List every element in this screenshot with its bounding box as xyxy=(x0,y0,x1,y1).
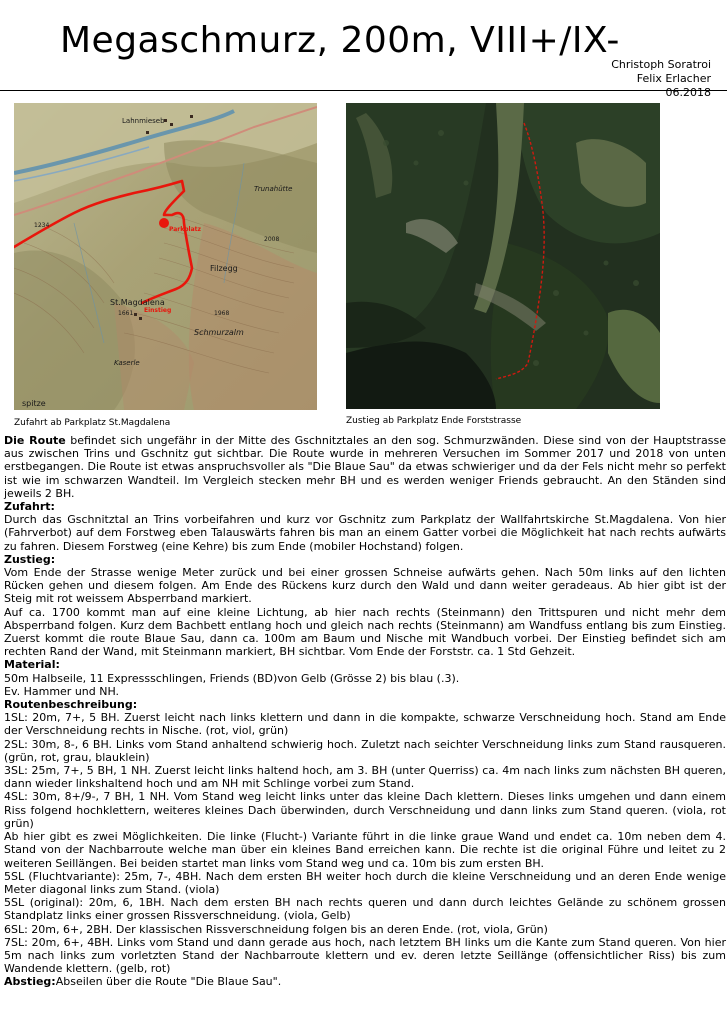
pitch-description: 2SL: 30m, 8-, 6 BH. Links vom Stand anhaltend schwierig hoch. Zuletzt nach seichter Verschneidung links zum Stand rausqueren. (grün, rot, grau, blauklein) xyxy=(4,737,726,764)
page-title: Megaschmurz, 200m, VIII+/IX- xyxy=(60,20,620,61)
author-name: Felix Erlacher xyxy=(636,72,711,85)
topo-map-graphic xyxy=(14,103,317,410)
map-label-schmurzalm: Schmurzalm xyxy=(194,328,244,337)
map-label-st-magdalena: St.Magdalena xyxy=(110,298,165,307)
pitch-description: 6SL: 20m, 6+, 2BH. Der klassischen Rissverschneidung folgen bis an deren Ende. (rot, viola, Grün) xyxy=(4,922,548,936)
zufahrt-heading: Zufahrt: xyxy=(4,500,55,514)
photo-caption: Zustieg ab Parkplatz Ende Forststrasse xyxy=(346,416,522,426)
zufahrt-text: Durch das Gschnitztal an Trins vorbeifahren und kurz vor Gschnitz zum Parkplatz der Wallfahrtskirche St.Magdalena. Von hier (Fahrverbot) auf dem Forstweg eben Talauswärts fahren bis man an einem Gatter vorbei die Möglichkeit hat nach rechts aufwärts zu fahren. Diesem Forstweg (eine Kehre) bis zum Ende (mobiler Hochstand) folgen. xyxy=(4,513,726,553)
route-intro xyxy=(4,434,726,500)
pitch-description: 7SL: 20m, 6+, 4BH. Links vom Stand und dann gerade aus hoch, nach letztem BH links um die Kante zum Stand queren. Von hier 5m nach links zum vorletzten Stand der Nachbarroute klettern und ev. deren letzte Seillänge (offensichtlicher Riss) bis zum Wandende klettern. (gelb, rot) xyxy=(4,935,726,976)
variant-note: Ab hier gibt es zwei Möglichkeiten. Die linke (Flucht-) Variante führt in die linke graue Wand und endet ca. 10m neben dem 4. Stand von der Nachbarroute welche man über ein kleines Band erreichen kann. Die rechte ist die original Führe und leitet zu 2 weiteren Seillängen. Bei beiden startet man links vom Stand weg und ca. 10m bis zum ersten BH. xyxy=(4,830,726,870)
abstieg-text: Abseilen über die Route "Die Blaue Sau". xyxy=(55,975,282,989)
map-label-lahnmieseb: Lahnmieseb xyxy=(122,117,165,125)
zustieg-paragraph: Vom Ende der Strasse wenige Meter zurück und bei einer grossen Schneise aufwärts gehen. Nach 50m links auf den lichten Rücken gehen und diesem folgen. Am Ende des Rückens kurz durch den Wald und dann weiter geradeaus. Ab hier gibt ist der Steig mit rot weissem Absperrband markiert. xyxy=(4,566,726,606)
zustieg-paragraph: Auf ca. 1700 kommt man auf eine kleine Lichtung, ab hier nach rechts (Steinmann) den Trittspuren und nicht mehr dem Absperrband folgen. Kurz dem Bachbett entlang hoch und gleich nach rechts (Steinmann) am Wandfuss entlang bis zum Einstieg. Zuerst kommt die route Blaue Sau, dann ca. 100m am Baum und Nische mit Wandbuch vorbei. Der Einstieg befindet sich am rechten Rand der Wand, mit Steinmann markiert, BH sichtbar. Vom Ende der Forststr. ca. 1 Std Gehzeit. xyxy=(4,605,726,659)
map-label-kaserle: Kaserle xyxy=(114,359,140,367)
routenbeschreibung-heading: Routenbeschreibung: xyxy=(4,698,138,712)
abstieg xyxy=(4,975,726,988)
author-name: Christoph Soratroi xyxy=(611,58,711,71)
map-label-parkplatz: Parkplatz xyxy=(169,226,201,233)
map-label-spitze: spitze xyxy=(22,399,46,408)
pitch-description: 3SL: 25m, 7+, 5 BH, 1 NH. Zuerst leicht links haltend hoch, am 3. BH (unter Querriss) ca. 4m nach links zum nächsten BH queren, dann wieder linkshaltend hoch und am NH mit Schlinge vorbei zum Stand. xyxy=(4,764,726,791)
zustieg-heading: Zustieg: xyxy=(4,552,56,566)
header-rule xyxy=(0,90,727,91)
topo-map xyxy=(14,103,317,410)
abstieg-heading: Abstieg: xyxy=(4,975,56,989)
map-elevation: 1661 xyxy=(118,310,134,317)
route-intro-text: befindet sich ungefähr in der Mitte des Gschnitztales an den sog. Schmurzwänden. Diese sind von der Hauptstrasse aus zwischen Trins und Gschnitz gut sichtbar. Die Route wurde in mehreren Versuchen im Sommer 2017 und 2018 von unten erstbegangen. Die Route ist etwas anspruchsvoller als "Die Blaue Sau" da etwas schwieriger und da der Fels nicht mehr so perfekt ist wie im schwarzen Wandteil. Im Vergleich stecken mehr BH und es werden weniger Friends gebraucht. An den Ständen sind jeweils 2 BH. xyxy=(4,434,726,500)
pitch-description: 5SL (Fluchtvariante): 25m, 7-, 4BH. Nach dem ersten BH weiter hoch durch die kleine Verschneidung und an deren Ende wenige Meter diagonal links zum Stand. (viola) xyxy=(4,869,726,896)
map-elevation: 1968 xyxy=(214,310,230,317)
map-caption: Zufahrt ab Parkplatz St.Magdalena xyxy=(14,418,171,428)
pitch-description: 1SL: 20m, 7+, 5 BH. Zuerst leicht nach links klettern und dann in die kompakte, schwarze Verschneidung hoch. Stand am Ende der Verschneidung rechts in Nische. (rot, viol, grün) xyxy=(4,711,726,738)
aerial-photo xyxy=(346,103,660,409)
material-paragraph: Ev. Hammer und NH. xyxy=(4,684,120,698)
pitch-description: 5SL (original): 20m, 6, 1BH. Nach dem ersten BH nach rechts queren und dann durch leichtes Gelände zu schönem grossen Standplatz links einer grossen Rissverschneidung. (viola, Gelb) xyxy=(4,896,726,923)
date: 06.2018 xyxy=(665,86,711,99)
author-block xyxy=(611,58,711,100)
material-paragraph: 50m Halbseile, 11 Expressschlingen, Friends (BD)von Gelb (Grösse 2) bis blau (.3). xyxy=(4,671,460,685)
pitch-description: 4SL: 30m, 8+/9-, 7 BH, 1 NH. Vom Stand weg leicht links unter das kleine Dach klettern. Dieses links umgehen und dann einem Riss folgend hochklettern, weiteres kleines Dach überwinden, durch Verschneidung und dann links zum Stand queren. (viola, rot grün) xyxy=(4,790,726,830)
map-elevation: 2008 xyxy=(264,236,280,243)
map-elevation: 1234 xyxy=(34,222,50,229)
route-description xyxy=(4,434,726,989)
map-label-filzegg: Filzegg xyxy=(210,264,238,273)
aerial-photo-graphic xyxy=(346,103,660,409)
material-heading: Material: xyxy=(4,658,60,672)
route-heading: Die Route xyxy=(4,434,66,447)
map-label-einstieg: Einstieg xyxy=(144,307,172,314)
map-label-trunahuette: Trunahütte xyxy=(254,185,293,193)
